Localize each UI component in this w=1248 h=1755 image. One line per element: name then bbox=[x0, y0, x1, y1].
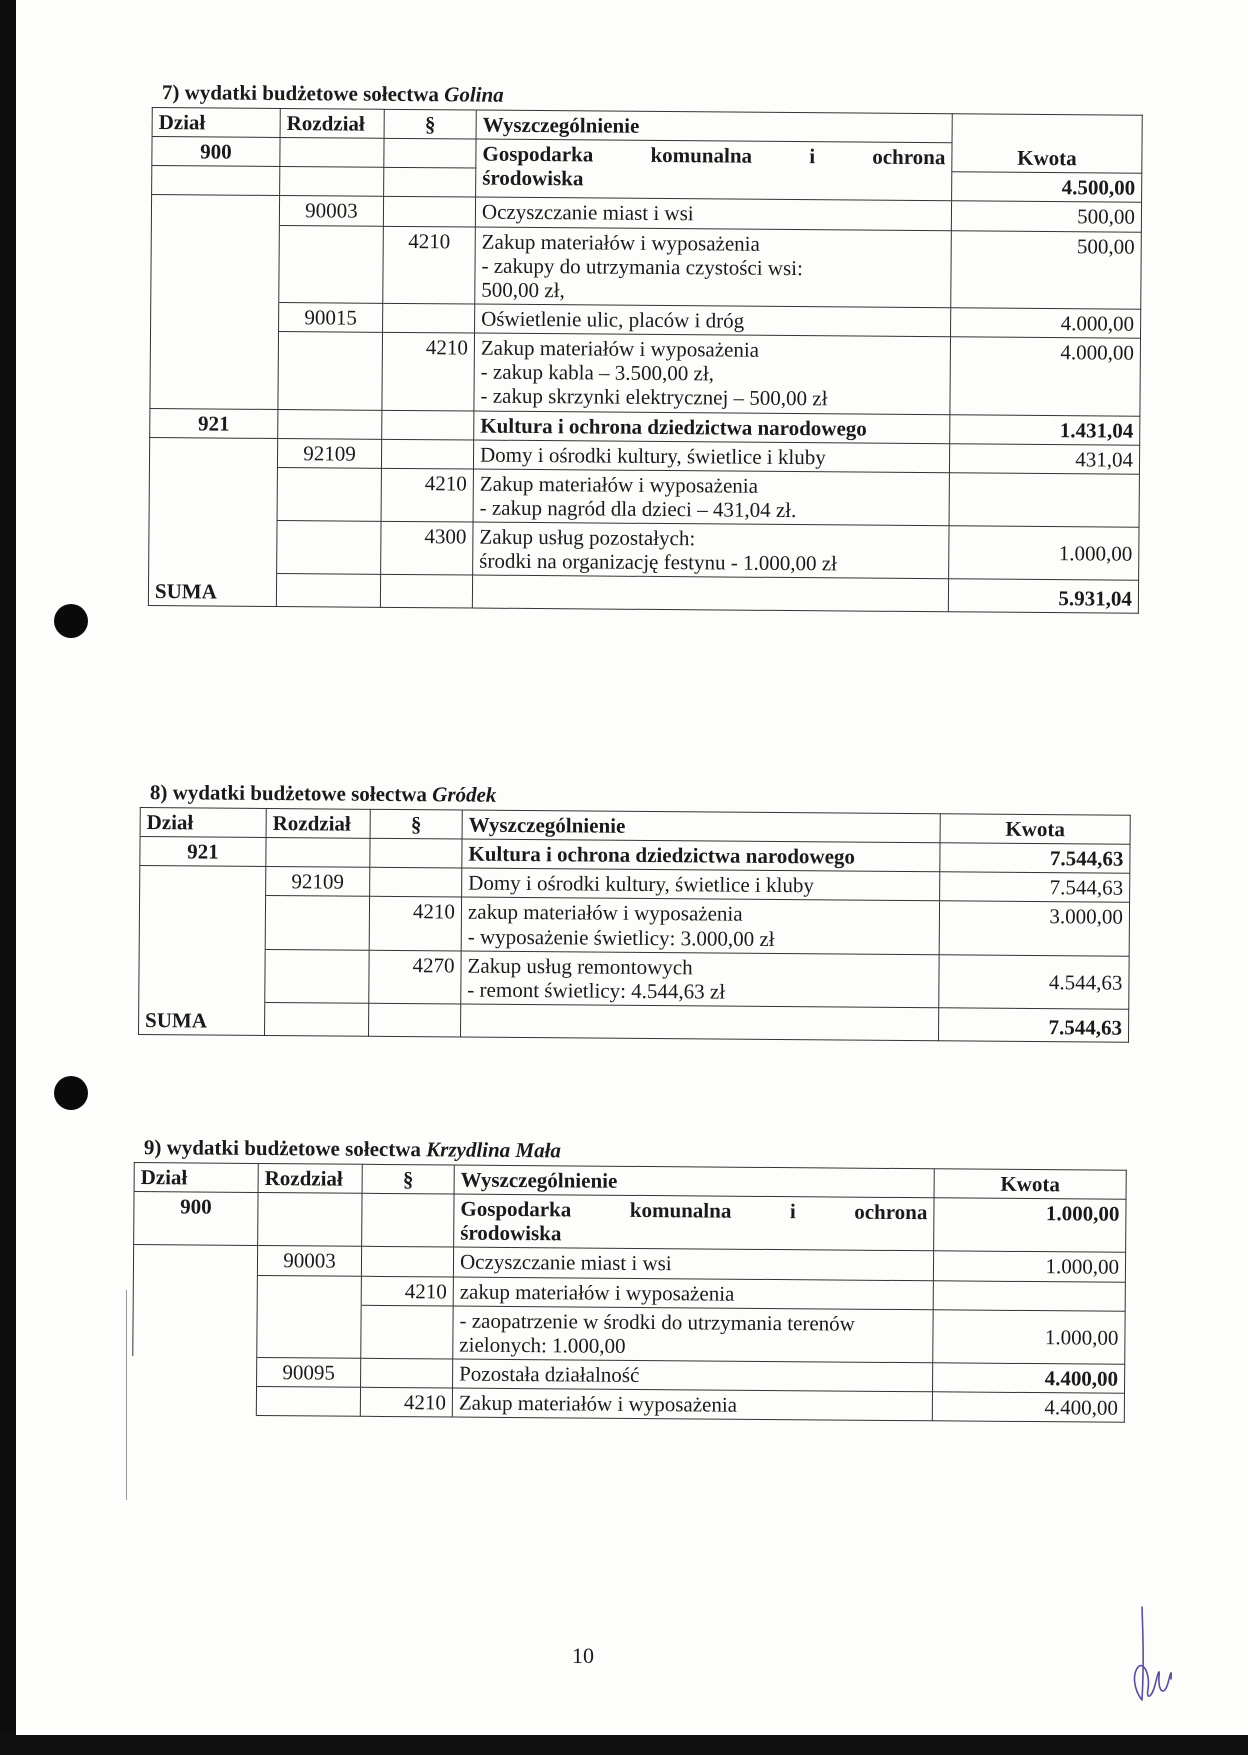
section-title: 7) wydatki budżetowe sołectwa Golina bbox=[161, 80, 504, 107]
col-dzial: Dział bbox=[134, 1163, 258, 1193]
handwritten-signature bbox=[1128, 1605, 1188, 1715]
amount: 4.400,00 bbox=[932, 1392, 1124, 1423]
rozdzial-code: 92109 bbox=[266, 867, 370, 897]
paragraph-name: Zakup materiałów i wyposażenia bbox=[452, 1388, 932, 1421]
paragraph-code: 4210 bbox=[361, 1276, 453, 1306]
paragraph-description: Zakup materiałów i wyposażenia - zakup nagród dla dzieci – 431,04 zł. bbox=[473, 469, 949, 526]
paragraph-description: Zakup materiałów i wyposażenia - zakupy do utrzymania czystości wsi: 500,00 zł, bbox=[475, 227, 952, 308]
punch-hole bbox=[54, 604, 88, 638]
rozdzial-name: Pozostała działalność bbox=[453, 1359, 933, 1392]
amount: 4.000,00 bbox=[950, 337, 1141, 416]
paragraph-code: 4210 bbox=[369, 897, 461, 951]
rozdzial-name: Oczyszczanie miast i wsi bbox=[453, 1247, 933, 1280]
col-amount: Kwota bbox=[934, 1169, 1126, 1200]
amount: 1.000,00 bbox=[933, 1251, 1125, 1282]
paragraph-code: 4300 bbox=[381, 521, 473, 575]
sum-amount: 7.544,63 bbox=[938, 1008, 1128, 1042]
punch-hole bbox=[54, 1076, 88, 1110]
table-row bbox=[149, 520, 1139, 581]
table-row bbox=[149, 466, 1139, 527]
dzial-name: Gospodarka komunalna i ochrona środowiska bbox=[454, 1194, 934, 1251]
scan-left-edge bbox=[0, 0, 16, 1755]
col-description: Wyszczególnienie bbox=[462, 810, 940, 843]
section-grodek bbox=[138, 780, 1131, 1043]
sum-amount: 5.931,04 bbox=[948, 579, 1138, 613]
section-krzydlina-mala bbox=[132, 1135, 1127, 1423]
amount: 4.544,63 bbox=[939, 954, 1129, 1009]
amount: 4.000,00 bbox=[951, 308, 1141, 339]
paragraph-code: 4270 bbox=[369, 950, 461, 1004]
amount: 7.544,63 bbox=[940, 843, 1130, 874]
col-description: Wyszczególnienie bbox=[454, 1165, 934, 1198]
amount: 4.500,00 bbox=[952, 172, 1142, 203]
budget-table-grodek bbox=[138, 807, 1131, 1043]
col-description: Wyszczególnienie bbox=[476, 110, 952, 143]
amount: 3.000,00 bbox=[939, 901, 1129, 956]
col-rozdzial: Rozdział bbox=[266, 808, 370, 838]
rozdzial-code: 90095 bbox=[257, 1357, 361, 1387]
table-row bbox=[150, 331, 1141, 416]
col-paragraph: § bbox=[370, 809, 462, 839]
rozdzial-name: Oczyszczanie miast i wsi bbox=[475, 197, 951, 230]
page-number: 10 bbox=[572, 1643, 594, 1668]
col-dzial: Dział bbox=[140, 808, 266, 838]
scan-bottom-edge bbox=[0, 1735, 1248, 1755]
col-paragraph: § bbox=[384, 109, 476, 139]
paragraph-description: - zaopatrzenie w środki do utrzymania terenów zielonych: 1.000,00 bbox=[453, 1306, 933, 1363]
section-title: 9) wydatki budżetowe sołectwa Krzydlina Mała bbox=[143, 1135, 562, 1163]
amount: 431,04 bbox=[949, 443, 1139, 474]
rozdzial-name: Domy i ośrodki kultury, świetlice i kluby bbox=[462, 868, 940, 901]
paragraph-code: 4210 bbox=[360, 1387, 452, 1417]
rozdzial-name: Oświetlenie ulic, placów i dróg bbox=[475, 304, 951, 337]
dzial-code: 900 bbox=[134, 1192, 258, 1246]
col-amount: Kwota bbox=[952, 114, 1142, 174]
paragraph-code: 4210 bbox=[381, 468, 473, 522]
amount: 500,00 bbox=[951, 201, 1141, 232]
col-rozdzial: Rozdział bbox=[280, 109, 384, 139]
rozdzial-code: 90003 bbox=[279, 196, 383, 226]
amount: 1.000,00 bbox=[934, 1198, 1126, 1253]
sum-row bbox=[148, 573, 1138, 614]
table-row bbox=[133, 1303, 1125, 1364]
dzial-code: 900 bbox=[152, 137, 280, 167]
table-row bbox=[151, 224, 1142, 309]
sum-label: SUMA bbox=[148, 573, 276, 607]
amount: 1.431,04 bbox=[950, 414, 1140, 445]
sum-row bbox=[139, 1001, 1129, 1042]
paragraph-description: Zakup usług pozostałych: środki na organizację festynu - 1.000,00 zł bbox=[473, 522, 949, 579]
col-dzial: Dział bbox=[152, 108, 280, 138]
margin-line bbox=[126, 1290, 127, 1500]
budget-table-golina bbox=[148, 107, 1143, 614]
paragraph-description: Zakup usług remontowych - remont świetlicy: 4.544,63 zł bbox=[461, 951, 939, 1008]
paragraph-code: 4210 bbox=[382, 332, 475, 410]
amount: 1.000,00 bbox=[933, 1309, 1125, 1364]
col-rozdzial: Rozdział bbox=[258, 1163, 362, 1193]
sum-label: SUMA bbox=[139, 1001, 265, 1035]
amount: 4.400,00 bbox=[933, 1363, 1125, 1394]
rozdzial-name: Domy i ośrodki kultury, świetlice i kluby bbox=[473, 440, 949, 473]
amount: 500,00 bbox=[951, 230, 1142, 309]
paragraph-description: zakup materiałów i wyposażenia - wyposażenie świetlicy: 3.000,00 zł bbox=[461, 897, 939, 954]
paragraph-name: zakup materiałów i wyposażenia bbox=[453, 1277, 933, 1310]
rozdzial-code: 90015 bbox=[279, 302, 383, 332]
table-row bbox=[139, 895, 1129, 956]
budget-table-krzydlina bbox=[132, 1162, 1127, 1423]
dzial-name: Gospodarka komunalna i ochrona środowiska bbox=[476, 139, 952, 201]
rozdzial-code: 92109 bbox=[277, 438, 381, 468]
amount: 7.544,63 bbox=[940, 872, 1130, 903]
dzial-name: Kultura i ochrona dziedzictwa narodowego bbox=[474, 411, 950, 444]
rozdzial-code: 90003 bbox=[257, 1246, 361, 1276]
col-amount: Kwota bbox=[940, 814, 1130, 845]
table-row bbox=[139, 948, 1129, 1009]
paragraph-description: Zakup materiałów i wyposażenia - zakup kabla – 3.500,00 zł, - zakup skrzynki elektrycznej – 500,00 zł bbox=[474, 333, 951, 414]
section-title: 8) wydatki budżetowe sołectwa Gródek bbox=[149, 780, 497, 807]
col-paragraph: § bbox=[362, 1164, 454, 1194]
dzial-code: 921 bbox=[150, 408, 278, 438]
dzial-code: 921 bbox=[140, 837, 266, 867]
amount: 1.000,00 bbox=[949, 526, 1139, 581]
paragraph-code: 4210 bbox=[383, 226, 476, 304]
dzial-name: Kultura i ochrona dziedzictwa narodowego bbox=[462, 839, 940, 872]
section-golina bbox=[148, 80, 1143, 614]
